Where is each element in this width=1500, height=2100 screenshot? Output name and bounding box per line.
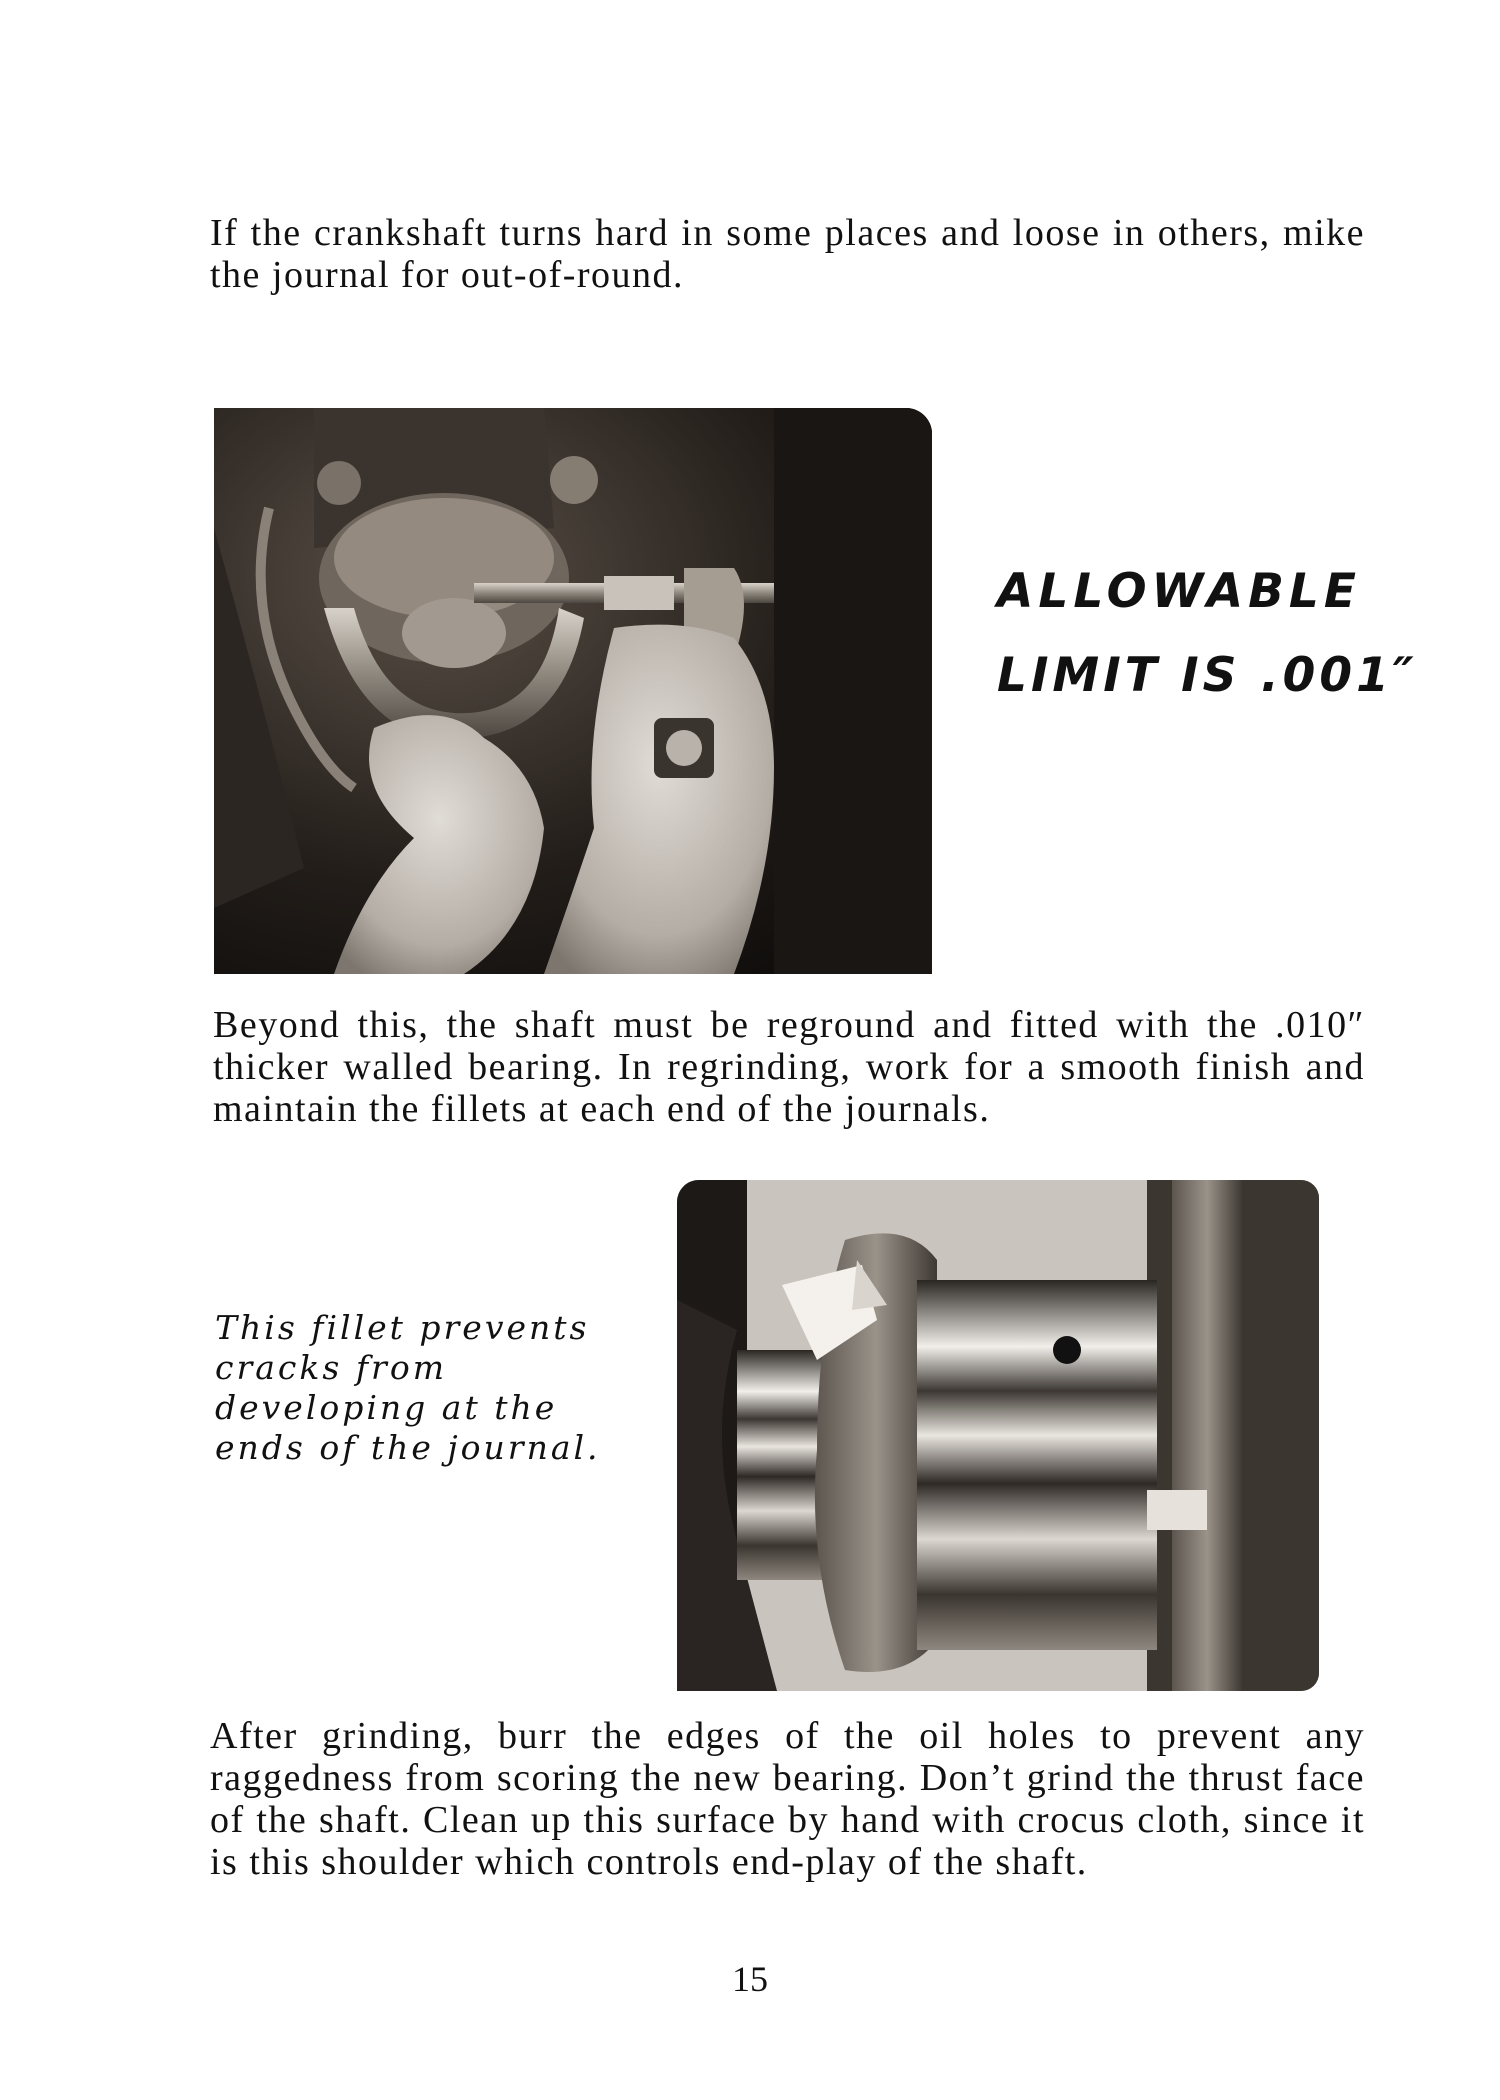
fillet-caption: This fillet prevents cracks from developing at the ends of the journal. xyxy=(215,1308,601,1467)
allowable-limit-callout-line1: ALLOWABLE xyxy=(997,564,1361,619)
crankshaft-fillet-photo xyxy=(677,1180,1319,1691)
allowable-limit-callout-line2: LIMIT IS .001″ xyxy=(997,648,1418,703)
intro-paragraph: If the crankshaft turns hard in some places and loose in others, mike the journal for out-of-round. xyxy=(210,212,1365,296)
page-number: 15 xyxy=(732,1959,768,1999)
crankshaft-photo-illustration xyxy=(677,1180,1319,1691)
burr-edges-paragraph: After grinding, burr the edges of the oil holes to prevent any raggedness from scoring the new bearing. Don’t grind the thrust face of the shaft. Clean up this surface by hand with crocus cloth, since it is this shoulder which controls end-play of the shaft. xyxy=(210,1715,1365,1883)
micrometer-journal-photo xyxy=(214,408,932,974)
regrind-paragraph: Beyond this, the shaft must be reground and fitted with the .010″ thicker walled bearing. In regrinding, work for a smooth finish and maintain the fillets at each end of the journals. xyxy=(213,1004,1365,1130)
micrometer-photo-illustration xyxy=(214,408,932,974)
